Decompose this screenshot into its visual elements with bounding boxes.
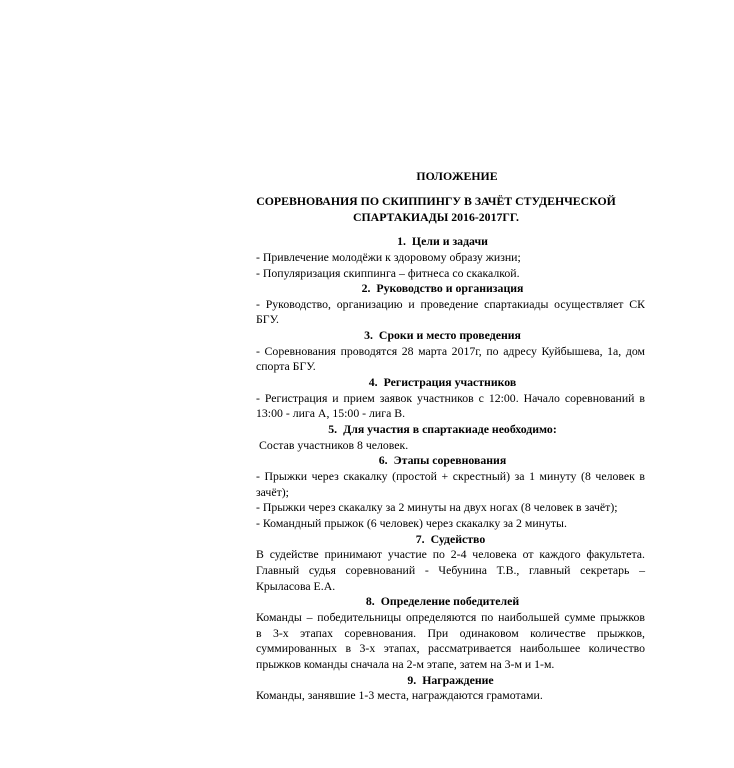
section-number: 4. (368, 375, 378, 390)
paragraph-line: прыжков команды сначала на 2-м этапе, затем на 3-м и 1-м. (256, 656, 555, 671)
section-dates-venue (256, 328, 645, 375)
paragraph-line: суммированных в 3-х этапах, рассматривается наибольшее количество (256, 641, 645, 656)
section-title: Награждение (422, 672, 494, 687)
paragraph-line: В судействе принимают участие по 2-4 человека от каждого факультета. (256, 547, 645, 562)
section-heading (256, 594, 645, 610)
section-registration (256, 375, 645, 422)
section-heading (256, 281, 645, 297)
section-management (256, 281, 645, 328)
paragraph-line: Крыласова Е.А. (256, 578, 336, 593)
section-title: Цели и задачи (411, 234, 488, 249)
paragraph-line: - Руководство, организацию и проведение спартакиады осуществляет СК (256, 296, 645, 311)
section-judging (256, 532, 645, 595)
section-number: 3. (364, 328, 373, 343)
document-title: ПОЛОЖЕНИЕ (416, 169, 498, 183)
section-stages (256, 453, 645, 531)
section-title: Определение победителей (380, 594, 520, 609)
paragraph-line: - Регистрация и прием заявок участников с 12:00. Начало соревнований в (256, 390, 645, 405)
section-number: 8. (365, 594, 375, 609)
section-heading (256, 673, 645, 689)
section-number: 6. (378, 453, 388, 468)
paragraph-line: - Командный прыжок (6 человек) через скакалку за 2 минуты. (256, 516, 567, 530)
section-heading (256, 234, 645, 250)
paragraph-line: - Соревнования проводятся 28 марта 2017г, по адресу Куйбышева, 1а, дом (256, 343, 645, 358)
section-title: Для участия в спартакиаде необходимо: (343, 422, 557, 437)
paragraph-line: Состав участников 8 человек. (259, 437, 409, 452)
section-title: Руководство и организация (376, 281, 524, 296)
section-heading (256, 453, 645, 469)
section-heading (256, 375, 645, 391)
section-title: Судейство (430, 531, 486, 546)
paragraph-line: Команды – победительницы определяются по наибольшей сумме прыжков (256, 609, 645, 624)
paragraph-line: зачёт); (256, 484, 289, 499)
paragraph-line: 13:00 - лига А, 15:00 - лига В. (256, 406, 406, 421)
paragraph-line: - Прыжки через скакалку (простой + скрестный) за 1 минуту (8 человек в (256, 469, 645, 484)
paragraph-line: в 3-х этапах соревнования. При одинаковом количестве прыжков, (256, 625, 645, 640)
section-goals (256, 234, 645, 281)
subtitle-line: СОРЕВНОВАНИЯ ПО СКИППИНГУ В ЗАЧЁТ СТУДЕНЧЕСКОЙ (256, 194, 616, 208)
document-subtitle (226, 194, 646, 225)
section-title: Сроки и место проведения (378, 328, 521, 343)
section-number: 7. (415, 531, 425, 546)
section-title: Этапы соревнования (393, 453, 507, 468)
section-title: Регистрация участников (383, 375, 517, 390)
section-heading (256, 422, 645, 438)
paragraph-line: спорта БГУ. (256, 359, 316, 374)
document-body (256, 234, 645, 704)
paragraph-line: - Привлечение молодёжи к здоровому образу жизни; (256, 249, 521, 264)
paragraph-line: Команды, занявшие 1-3 места, награждаются грамотами. (256, 688, 543, 703)
paragraph-line: - Популяризация скиппинга – фитнеса со скакалкой. (256, 265, 520, 280)
section-heading (256, 532, 645, 548)
section-number: 9. (407, 672, 417, 687)
section-winners (256, 594, 645, 672)
section-participation (256, 422, 645, 453)
section-number: 5. (328, 422, 338, 437)
paragraph-line: БГУ. (256, 312, 279, 327)
section-number: 1. (397, 234, 406, 249)
section-heading (256, 328, 645, 344)
paragraph-line: Главный судья соревнований - Чебунина Т.В., главный секретарь – (256, 562, 645, 577)
paragraph-line: - Прыжки через скакалку за 2 минуты на двух ногах (8 человек в зачёт); (256, 500, 618, 515)
subtitle-line: СПАРТАКИАДЫ 2016-2017ГГ. (352, 209, 519, 224)
section-awards (256, 673, 645, 704)
section-number: 2. (361, 281, 371, 296)
